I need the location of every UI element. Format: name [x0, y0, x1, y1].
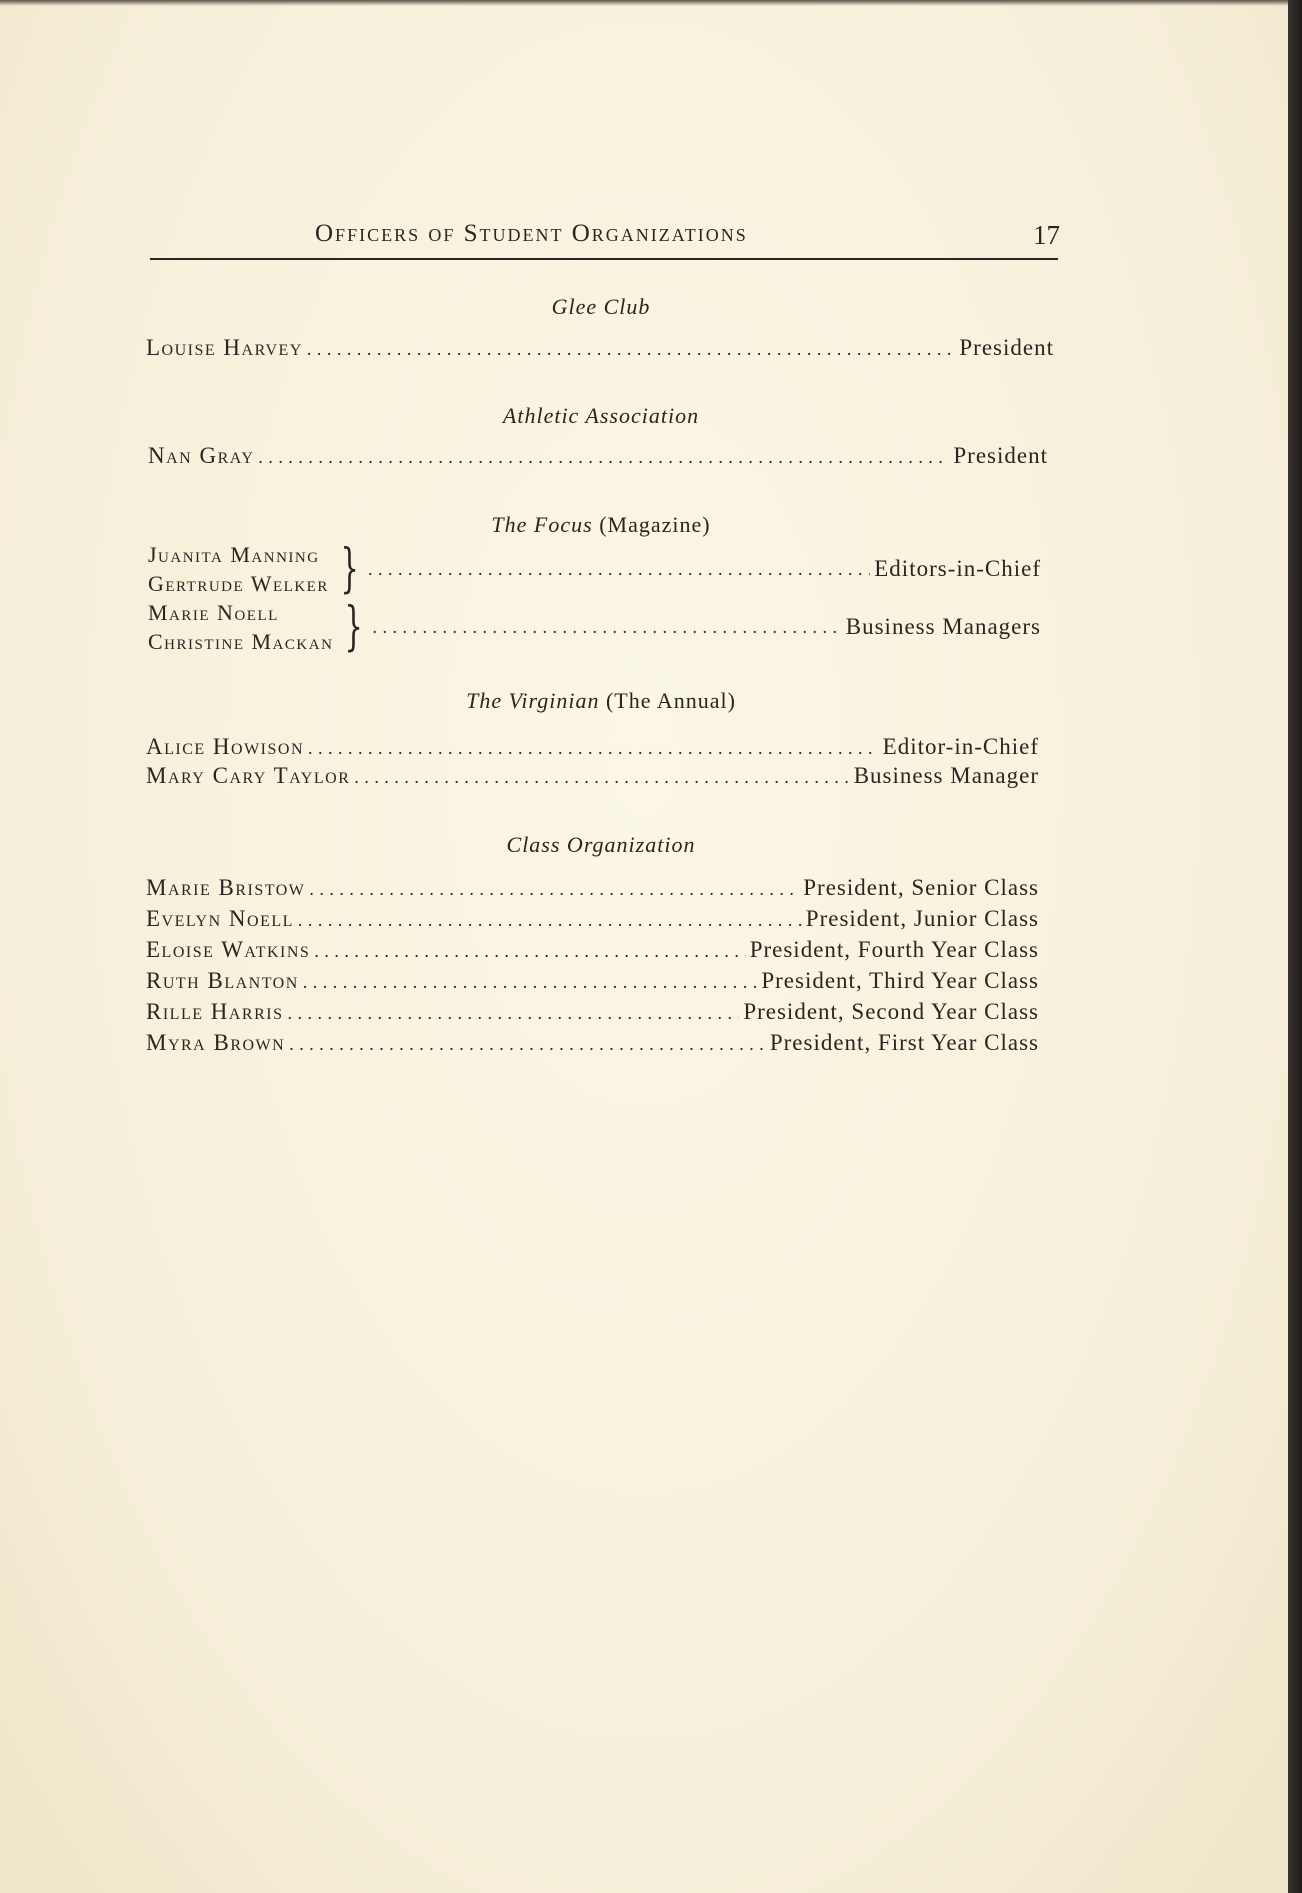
officer-name: Louise Harvey [146, 335, 303, 360]
officer-name: Alice Howison [146, 734, 305, 759]
officer-role: Editors-in-Chief [874, 556, 1041, 581]
dot-leader [368, 559, 870, 580]
officer-name: Nan Gray [148, 443, 255, 468]
officer-group [148, 598, 1041, 656]
dot-leader [307, 339, 956, 360]
section-heading-note: (Magazine) [599, 512, 711, 537]
section-heading-the-virginian [146, 688, 1056, 714]
section-heading-title: The Focus [491, 512, 593, 537]
page-top-shadow [0, 0, 1288, 6]
officer-name: Evelyn Noell [146, 906, 294, 931]
dot-leader [308, 738, 879, 759]
officer-entry [146, 999, 1039, 1025]
dot-leader [309, 879, 799, 900]
officer-role: President, Second Year Class [743, 999, 1039, 1024]
officer-group [148, 540, 1041, 598]
dot-leader [354, 767, 849, 788]
officer-role: President, Junior Class [805, 906, 1039, 931]
dot-leader [314, 941, 745, 962]
section-heading-title: The Virginian [466, 688, 600, 713]
officer-role: President [953, 443, 1048, 468]
dot-leader [258, 447, 949, 468]
officer-name: Juanita Manning [148, 542, 320, 567]
section-heading-the-focus [146, 512, 1056, 538]
officer-role: President, Third Year Class [761, 968, 1039, 993]
section-heading-text: Glee Club [551, 294, 651, 319]
section-heading-text: Athletic Association [502, 403, 700, 428]
officer-name: Myra Brown [146, 1030, 286, 1055]
officer-name: Gertrude Welker [148, 571, 329, 596]
officer-entry [146, 937, 1039, 963]
dot-leader [303, 972, 758, 993]
officer-name: Ruth Blanton [146, 968, 299, 993]
officer-role: Business Manager [853, 763, 1039, 788]
header-rule [150, 258, 1058, 260]
dot-leader [289, 1034, 766, 1055]
officer-role: President, Senior Class [803, 875, 1039, 900]
officer-role: President, First Year Class [769, 1030, 1039, 1055]
officer-entry [146, 968, 1039, 994]
book-spine-edge [1288, 0, 1302, 1893]
right-brace: } [344, 597, 364, 657]
page-number: 17 [1033, 220, 1060, 250]
officer-entry [146, 763, 1039, 789]
officer-names [148, 598, 333, 656]
officer-entry [146, 906, 1039, 932]
officer-role: Business Managers [845, 614, 1041, 639]
section-heading-note: (The Annual) [605, 688, 736, 713]
officer-name: Marie Noell [148, 600, 279, 625]
officer-role: President, Fourth Year Class [749, 937, 1039, 962]
officer-role: President [959, 335, 1054, 360]
section-heading-athletic-association [146, 403, 1056, 429]
dot-leader [298, 910, 802, 931]
dot-leader [287, 1003, 739, 1024]
officer-name: Rille Harris [146, 999, 284, 1024]
officer-entry [146, 875, 1039, 901]
officer-role: Editor-in-Chief [882, 734, 1039, 759]
section-heading-text: Class Organization [506, 832, 696, 857]
officer-entry [146, 734, 1039, 760]
officer-name: Marie Bristow [146, 875, 306, 900]
officer-names [148, 540, 329, 598]
officer-entry [146, 1030, 1039, 1056]
officer-name: Christine Mackan [148, 629, 334, 654]
section-heading-glee-club [146, 294, 1056, 320]
page-header-title: Officers of Student Organizations [315, 220, 748, 247]
officer-entry [148, 443, 1048, 469]
running-header [150, 220, 1060, 260]
dot-leader [373, 617, 842, 638]
officer-name: Eloise Watkins [146, 937, 311, 962]
right-brace: } [340, 539, 359, 599]
officer-name: Mary Cary Taylor [146, 763, 351, 788]
officer-entry [146, 335, 1054, 361]
section-heading-class-organization [146, 832, 1056, 858]
